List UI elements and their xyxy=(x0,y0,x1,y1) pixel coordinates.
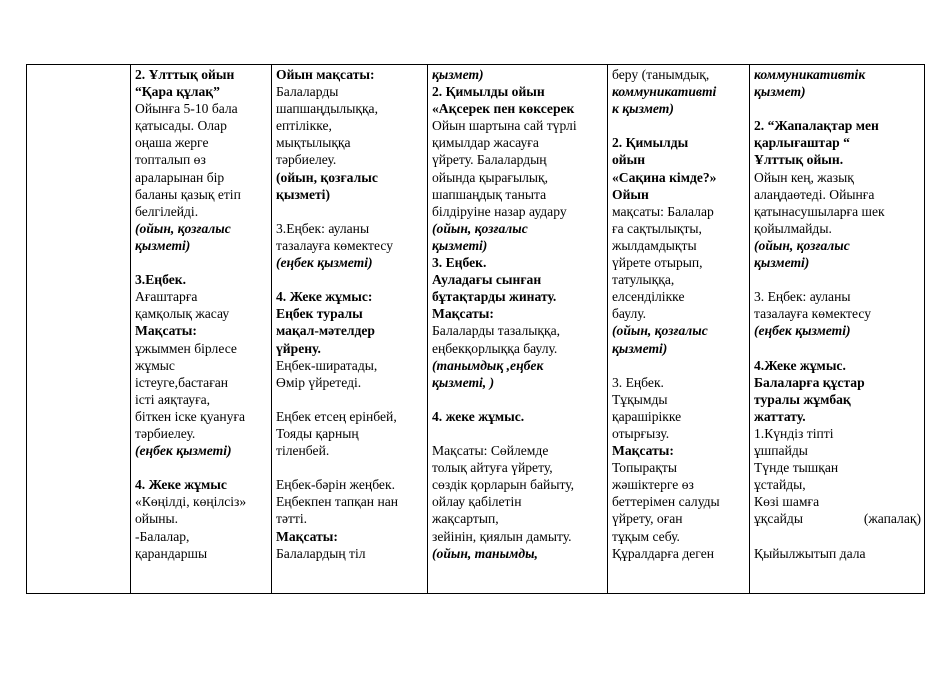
text-line: қызмет) xyxy=(754,84,806,100)
text-line: Ойын шартына сай түрлі xyxy=(432,118,577,134)
text-line: қызметі) xyxy=(135,237,191,253)
text-line: Балаларға құстар xyxy=(754,374,865,390)
text-line: коммуникативті xyxy=(612,84,717,100)
text-line: Қыйылжытып дала xyxy=(754,545,866,561)
text-line xyxy=(612,357,746,374)
text-line: елсенділікке xyxy=(612,289,685,305)
text-line xyxy=(276,459,424,476)
text-line: жақсартып, xyxy=(432,511,499,527)
text-line: Ауладағы сынған xyxy=(432,272,542,288)
text-line: Еңбек-ширатады, xyxy=(276,357,378,373)
text-line: 2. Қимылды xyxy=(612,135,689,151)
text-line xyxy=(135,459,268,476)
text-line: (танымдық ,еңбек xyxy=(432,357,544,373)
text-line: 3. Еңбек. xyxy=(432,255,487,271)
text-line: (ойын, қозғалыс xyxy=(754,237,850,253)
text-line: 4. Жеке жұмыс: xyxy=(276,289,373,305)
text-line: 2. Қимылды ойын xyxy=(432,84,545,100)
text-line: қамқолық жасау xyxy=(135,306,230,322)
text-line: шапшаңдық таныта xyxy=(432,186,547,202)
text-line: беттерімен салуды xyxy=(612,494,720,510)
text-line xyxy=(754,340,921,357)
text-line: қызметі) xyxy=(612,340,668,356)
text-line: Ойынға 5-10 бала xyxy=(135,101,238,117)
text-line: 2. Ұлттық ойын xyxy=(135,67,235,82)
text-line: -Балалар, xyxy=(135,528,190,544)
text-line: шапшаңдылыққа, xyxy=(276,101,378,117)
text-line: ойын xyxy=(612,152,646,168)
text-line: Ойын xyxy=(612,186,649,202)
text-line xyxy=(754,100,921,117)
text-line: (ойын, қозғалыс xyxy=(432,220,528,236)
text-line: толық айтуға үйрету, xyxy=(432,460,553,476)
text-line: Мақсаты: Сөйлемде xyxy=(432,443,549,459)
text-line: беру (танымдық, xyxy=(612,67,710,82)
text-line: 1.Күндіз тіпті xyxy=(754,425,834,441)
column-0-cell xyxy=(27,65,131,594)
text-line: қимылдар жасауға xyxy=(432,135,539,151)
text-line: к қызмет) xyxy=(612,101,674,117)
text-line: білдіруіне назар аудару xyxy=(432,203,567,219)
text-line: Балаларды xyxy=(276,84,339,100)
text-line: баланы қазық етіп xyxy=(135,186,241,202)
text-line: үйрену. xyxy=(276,340,321,356)
text-line: қатысады. Олар xyxy=(135,118,227,134)
text-line: тазалауға көмектесу xyxy=(754,306,872,322)
text-line: Топырақты xyxy=(612,460,677,476)
text-line: қарандаршы xyxy=(135,545,208,561)
column-3-cell xyxy=(428,65,608,594)
text-line: Ойын мақсаты: xyxy=(276,67,375,82)
text-line: үйрете отырып, xyxy=(612,255,703,271)
text-line: істі аяқтауға, xyxy=(135,391,211,407)
text-line: 2. “Жапалақтар мен xyxy=(754,118,879,134)
text-line: ұшпайды xyxy=(754,443,808,459)
text-line: ойлау қабілетін xyxy=(432,494,522,510)
text-line: Тұқымды xyxy=(612,391,668,407)
text-line xyxy=(432,425,604,442)
text-line: жылдамдықты xyxy=(612,237,697,253)
column-1-cell xyxy=(131,65,272,594)
text-line: «Ақсерек пен көксерек xyxy=(432,101,575,117)
text-line: зейінін, қиялын дамыту. xyxy=(432,528,572,544)
text-line: алаңдаөтеді. Ойынға xyxy=(754,186,875,202)
text-line: ұқсайды (жапалақ) xyxy=(754,511,921,527)
text-line: Ағаштарға xyxy=(135,289,198,305)
text-line: Өмір үйретеді. xyxy=(276,374,362,390)
text-line: жаттату. xyxy=(754,408,806,424)
column-2-cell xyxy=(272,65,428,594)
text-line xyxy=(276,271,424,288)
text-line: қызметі) xyxy=(432,237,488,253)
text-line xyxy=(276,391,424,408)
text-line xyxy=(612,117,746,134)
text-line: (ойын, қозғалыс xyxy=(612,323,708,339)
text-line: Көзі шамға xyxy=(754,494,820,510)
text-line: қызметі, ) xyxy=(432,374,495,390)
table-row xyxy=(27,65,925,594)
text-line: белгілейді. xyxy=(135,203,199,219)
text-line: Ойын кең, жазық xyxy=(754,169,854,185)
text-line: ұстайды, xyxy=(754,477,806,493)
text-line: үйрету. Балалардың xyxy=(432,152,547,168)
text-line: оңаша жерге xyxy=(135,135,209,151)
text-line: тұқым себу. xyxy=(612,528,680,544)
text-line: Ұлттық ойын. xyxy=(754,152,844,168)
text-line: мықтылыққа xyxy=(276,135,351,151)
text-line: Мақсаты: xyxy=(276,528,338,544)
text-line: Мақсаты: xyxy=(612,443,674,459)
text-line xyxy=(432,391,604,408)
text-line: Құралдарға деген xyxy=(612,545,715,561)
text-line: (ойын, қозғалыс xyxy=(276,169,378,185)
text-line: бұтақтарды жинату. xyxy=(432,289,557,305)
text-line: тәрбиелеу. xyxy=(135,425,196,441)
text-line: 3.Еңбек. xyxy=(135,272,186,288)
text-line: қарашірікке xyxy=(612,408,682,424)
text-line: коммуникативтік xyxy=(754,67,866,82)
plan-table xyxy=(26,64,925,594)
text-line xyxy=(135,254,268,271)
text-line: 3. Еңбек. xyxy=(612,374,664,390)
text-line: ойыны. xyxy=(135,511,179,527)
text-line: мақсаты: Балалар xyxy=(612,203,714,219)
text-line xyxy=(754,271,921,288)
text-line: жұмыс xyxy=(135,357,175,373)
text-line: (еңбек қызметі) xyxy=(754,323,851,339)
text-line: ұжыммен бірлесе xyxy=(135,340,237,356)
text-line: 4.Жеке жұмыс. xyxy=(754,357,846,373)
text-line: үйрету, оған xyxy=(612,511,683,527)
text-line: тіленбей. xyxy=(276,443,330,459)
text-line: араларынан бір xyxy=(135,169,225,185)
text-line: тәрбиелеу. xyxy=(276,152,337,168)
text-line: Балаларды тазалыққа, xyxy=(432,323,560,339)
text-line: еңбекқорлыққа баулу. xyxy=(432,340,558,356)
text-line: қызметі) xyxy=(754,255,810,271)
text-line: Еңбек-бәрін жеңбек. xyxy=(276,477,395,493)
column-4-cell xyxy=(608,65,750,594)
text-line: 4. Жеке жұмыс xyxy=(135,477,227,493)
text-line: татулыққа, xyxy=(612,272,675,288)
text-line: (ойын, танымды, xyxy=(432,545,538,561)
text-line: туралы жұмбақ xyxy=(754,391,851,407)
text-line: 3.Еңбек: ауланы xyxy=(276,220,370,236)
text-line: біткен іске қуануға xyxy=(135,408,246,424)
text-line: “Қара құлақ” xyxy=(135,84,220,100)
text-line: Балалардың тіл xyxy=(276,545,366,561)
text-line: (ойын, қозғалыс xyxy=(135,220,231,236)
text-line: ептілікке, xyxy=(276,118,332,134)
text-line: Еңбекпен тапқан нан xyxy=(276,494,399,510)
text-line: топталып өз xyxy=(135,152,206,168)
text-line: тәтті. xyxy=(276,511,308,527)
text-line xyxy=(276,203,424,220)
text-line: қойылмайды. xyxy=(754,220,832,236)
text-line: (еңбек қызметі) xyxy=(135,443,232,459)
text-line: ға сақтылықты, xyxy=(612,220,702,236)
text-line xyxy=(754,528,921,545)
text-line: Мақсаты: xyxy=(432,306,494,322)
text-line: Мақсаты: xyxy=(135,323,197,339)
text-line: 3. Еңбек: ауланы xyxy=(754,289,851,305)
text-line: жәшіктерге өз xyxy=(612,477,694,493)
text-line: тазалауға көмектесу xyxy=(276,237,394,253)
text-line: қызметі) xyxy=(276,186,330,202)
text-line: отырғызу. xyxy=(612,425,670,441)
text-line: қатынасушыларға шек xyxy=(754,203,885,219)
text-line: Еңбек туралы xyxy=(276,306,363,322)
text-line: «Көңілді, көңілсіз» xyxy=(135,494,247,510)
text-line: баулу. xyxy=(612,306,647,322)
text-line: мақал-мәтелдер xyxy=(276,323,375,339)
text-line: Еңбек етсең ерінбей, xyxy=(276,408,397,424)
text-line: істеуге,бастаған xyxy=(135,374,229,390)
text-line: қарлығаштар “ xyxy=(754,135,850,151)
text-line: Түнде тышқан xyxy=(754,460,839,476)
text-line: қызмет) xyxy=(432,67,484,82)
text-line: «Сақина кімде?» xyxy=(612,169,717,185)
text-line: сөздік қорларын байыту, xyxy=(432,477,575,493)
text-line: ойында қырағылық, xyxy=(432,169,549,185)
text-line: 4. жеке жұмыс. xyxy=(432,408,525,424)
text-line: Тояды қарның xyxy=(276,425,359,441)
text-line: (еңбек қызметі) xyxy=(276,255,373,271)
column-5-cell xyxy=(750,65,925,594)
